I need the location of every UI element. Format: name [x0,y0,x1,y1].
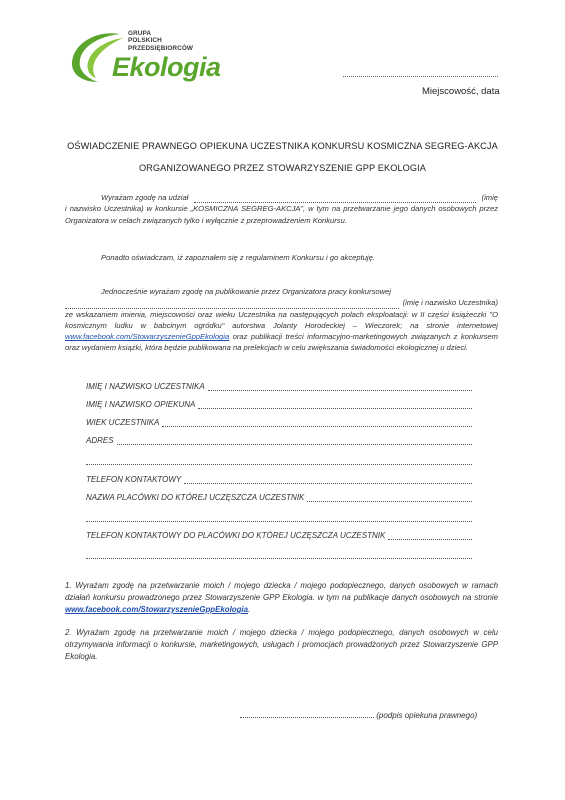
declaration-1-text: 1. Wyrażam zgodę na przetwarzanie moich / mojego dziecka / mojego podopiecznego, danych osobowych w ramach działań konkursu prowadzonego przez Stowarzyszenie GPP Ekologia. w tym na publikacje danych osobowych na stronie [65,581,498,602]
phone-label: TELEFON KONTAKTOWY [86,475,182,484]
institution-phone-field[interactable] [388,531,472,540]
logo-top-text [128,30,193,52]
declaration-2-text: 2. Wyrażam zgodę na przetwarzanie moich / mojego dziecka / mojego podopiecznego, danych osobowych w celu otrzymywania informacji o konkursie, marketingowych, usługach i promocjach prowadzonych przez Stowarzyszenie GPP Ekologia. [65,628,498,661]
institution-phone-row-2 [86,547,472,559]
consent-end-text: (imię [481,193,498,202]
address-field-2[interactable] [86,456,472,465]
participant-name-row [86,379,472,391]
place-date-label: Miejscowość, data [422,86,500,97]
participant-name-field[interactable] [208,382,472,391]
guardian-name-row [86,397,472,409]
participant-name-blank[interactable] [194,194,475,203]
phone-field[interactable] [184,475,472,484]
participant-name-label: IMIĘ I NAZWISKO UCZESTNIKA [86,382,205,391]
ekologia-logo [68,28,221,86]
publication-body [65,309,498,354]
publication-line-1: Jednocześnie wyrażam zgodę na publikowanie przez Organizatora pracy konkursowej [101,287,391,296]
consent-start-text: Wyrażam zgodę na udział [101,193,189,202]
document-title-line-2: ORGANIZOWANEGO PRZEZ STOWARZYSZENIE GPP EKOLOGIA [138,163,427,173]
declaration-2 [65,627,498,663]
address-row [86,433,472,445]
address-field[interactable] [117,436,472,445]
participant-age-row [86,415,472,427]
signature-blank[interactable] [240,709,374,718]
institution-name-row [86,490,472,502]
consent-rest-text: i nazwisko Uczestnika) w konkursie „KOSMICZNA SEGREG-AKCJA”, w tym na przetwarzanie jego danych osobowych przez Organizatora w celach związanych tylko i wyłącznie z przeprowadzeniem Konkursu. [65,204,498,225]
publication-line-2 [65,297,498,308]
guardian-name-label: IMIĘ I NAZWISKO OPIEKUNA [86,400,196,409]
institution-phone-label: TELEFON KONTAKTOWY DO PLACÓWKI DO KTÓREJ UCZĘSZCZA UCZESTNIK [86,531,386,540]
declaration-1-end: . [248,605,251,614]
publication-body-1: ze wskazaniem imienia, miejscowości oraz wieku Uczestnika na następujących polach eksploatacji: w II części książeczki "O kosmicznym ludku w babcinym ogródku" autorstwa Jolanty Horodeckiej – Wieczorek; na stronie internetowej [65,309,498,330]
publication-body-2: oraz publikacji treści informacyjno-marketingowych związanych z konkursem oraz wydaniem książki, która będzie publikowana na prelekcjach w celu zwiększania świadomości ekologicznej u dzieci. [65,332,498,353]
work-name-blank[interactable] [65,300,399,309]
document-title-line-1: OŚWIADCZENIE PRAWNEGO OPIEKUNA UCZESTNIKA KONKURSU KOSMICZNA SEGREG-AKCJA [67,141,498,151]
signature-line [240,709,477,720]
phone-row [86,472,472,484]
logo-line-2: POLSKICH [128,37,162,45]
consent-paragraph-1 [65,192,498,226]
publication-line-2-end: (imię i nazwisko Uczestnika) [402,298,498,308]
publication-paragraph [65,286,498,354]
address-row-2 [86,453,472,465]
logo-line-1: GRUPA [128,30,152,37]
consent-line-1 [65,192,498,203]
institution-phone-row [86,528,472,540]
logo-word: Ekologia [112,52,221,82]
institution-name-label: NAZWA PLACÓWKI DO KTÓREJ UCZĘSZCZA UCZESTNIK [86,493,305,502]
participant-age-label: WIEK UCZESTNIKA [86,418,160,427]
institution-phone-field-2[interactable] [86,550,472,559]
logo-line-3: PRZEDSIĘBIORCÓW [128,44,194,52]
address-label: ADRES [86,436,114,445]
institution-name-field[interactable] [307,493,472,502]
facebook-link[interactable]: www.facebook.com/StowarzyszenieGppEkologia [65,332,230,342]
institution-name-row-2 [86,510,472,522]
guardian-name-field[interactable] [198,400,472,409]
regulation-paragraph [65,252,498,263]
participant-age-field[interactable] [162,418,472,427]
declaration-facebook-link[interactable]: www.facebook.com/StowarzyszenieGppEkologia [65,605,248,614]
regulation-text: Ponadto oświadczam, iż zapoznałem się z regulaminem Konkursu i go akceptuję. [101,253,375,262]
signature-label: (podpis opiekuna prawnego) [376,711,478,720]
declaration-1 [65,580,498,616]
institution-name-field-2[interactable] [86,513,472,522]
place-date-line [343,70,498,77]
